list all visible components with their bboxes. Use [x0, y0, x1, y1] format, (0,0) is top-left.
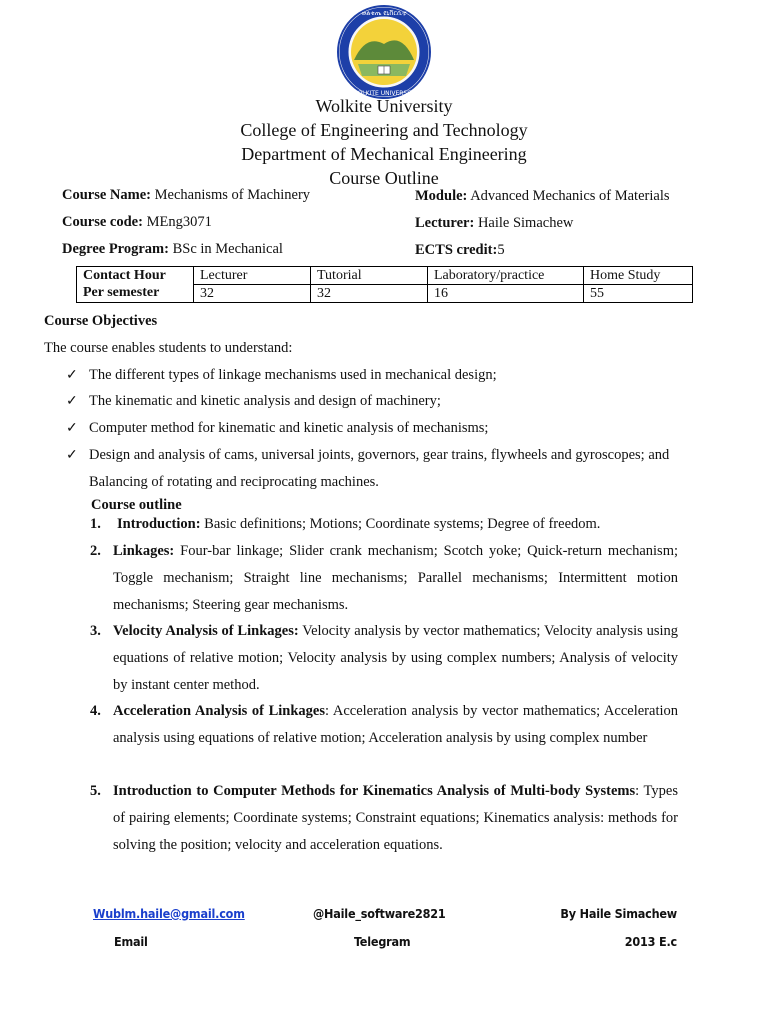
outline-item-title: Introduction:: [117, 516, 201, 532]
lecturer-label: Lecturer:: [415, 215, 475, 231]
outline-item-text: Velocity analysis by vector mathematics; Velocity analysis using equations of relative motion; Velocity analysis by using complex numbers; Analysis of velocity by instant center method.: [113, 623, 678, 693]
telegram-label: Telegram: [354, 934, 411, 949]
contact-hour-header: [77, 267, 194, 303]
table-header-cell: Laboratory/practice: [428, 267, 584, 285]
outline-heading: Course outline: [91, 497, 182, 513]
outline-item-number: 4.: [90, 703, 101, 719]
table-row: [77, 267, 693, 285]
list-item: Computer method for kinematic and kinetic analysis of mechanisms;: [89, 420, 489, 436]
svg-text:WOLKITE UNIVERSITY: WOLKITE UNIVERSITY: [351, 90, 417, 97]
degree-label: Degree Program:: [62, 241, 169, 257]
document-title: Course Outline: [329, 168, 439, 188]
table-header-cell: Lecturer: [194, 267, 311, 285]
checkmark-icon: ✓: [66, 368, 78, 383]
outline-item-title: Velocity Analysis of Linkages:: [113, 623, 299, 639]
author-credit: By Haile Simachew: [560, 906, 677, 921]
checkmark-icon: ✓: [66, 421, 78, 436]
outline-item-number: 5.: [90, 783, 101, 799]
module-row: [415, 187, 670, 205]
table-cell: 55: [584, 285, 693, 303]
university-logo: [336, 4, 432, 100]
course-name-row: [62, 186, 310, 204]
list-item: Design and analysis of cams, universal joints, governors, gear trains, flywheels and gyroscopes; and Balancing of rotating and reciprocating machines.: [89, 447, 670, 490]
outline-item-title: Acceleration Analysis of Linkages: [113, 703, 326, 719]
table-cell: 32: [194, 285, 311, 303]
module-value: Advanced Mechanics of Materials: [470, 188, 670, 204]
module-label: Module:: [415, 188, 468, 204]
degree-row: [62, 240, 283, 258]
document-year: 2013 E.c: [624, 934, 677, 949]
footer-email[interactable]: [93, 906, 245, 921]
course-name-label: Course Name:: [62, 187, 151, 203]
course-code-label: Course code:: [62, 214, 143, 230]
outline-item-title: Linkages:: [113, 543, 175, 559]
table-cell: 16: [428, 285, 584, 303]
telegram-handle: @Haile_software2821: [313, 906, 446, 921]
per-semester-label: Per semester: [83, 285, 160, 300]
objectives-intro: The course enables students to understand:: [44, 340, 293, 356]
outline-item-text: : Acceleration analysis by vector mathematics; Acceleration analysis using equations of relative motion; Acceleration analysis by using complex number: [113, 703, 679, 746]
lecturer-row: [415, 214, 573, 232]
course-name-value: Mechanisms of Machinery: [154, 187, 311, 203]
college-name: College of Engineering and Technology: [240, 120, 528, 140]
outline-item-number: 1.: [90, 516, 101, 532]
svg-text:ወልቂጤ ዩኒቨርሲቲ: ወልቂጤ ዩኒቨርሲቲ: [361, 9, 407, 17]
outline-item-text: Basic definitions; Motions; Coordinate systems; Degree of freedom.: [200, 516, 601, 532]
table-header-cell: Tutorial: [311, 267, 428, 285]
outline-item-text: Four-bar linkage; Slider crank mechanism; Scotch yoke; Quick-return mechanism; Toggle mechanism; Straight line mechanisms; Parallel mechanisms; Intermittent motion mechanisms; Steering gear mechanisms.: [113, 543, 678, 613]
course-code-value: MEng3071: [146, 214, 212, 230]
lecturer-value: Haile Simachew: [477, 215, 574, 231]
logo-emblem: [336, 4, 432, 100]
degree-value: BSc in Mechanical: [172, 241, 283, 257]
checkmark-icon: ✓: [66, 394, 78, 409]
ects-label: ECTS credit:: [415, 242, 498, 258]
course-code-row: [62, 213, 212, 231]
table-cell: 32: [311, 285, 428, 303]
email-link[interactable]: Wublm.haile@gmail.com: [93, 906, 245, 921]
outline-item-number: 3.: [90, 623, 101, 639]
outline-item-number: 2.: [90, 543, 101, 559]
list-item: The kinematic and kinetic analysis and design of machinery;: [89, 393, 441, 409]
university-name: Wolkite University: [315, 96, 453, 116]
ects-row: [415, 241, 505, 259]
ects-value: 5: [497, 242, 505, 258]
objectives-heading: Course Objectives: [44, 313, 158, 329]
outline-item-text: : Types of pairing elements; Coordinate systems; Constraint equations; Kinematics analysis: methods for solving the position; velocity and acceleration equations.: [113, 783, 678, 853]
outline-item-title: Introduction to Computer Methods for Kinematics Analysis of Multi-body Systems: [113, 783, 636, 799]
department-name: Department of Mechanical Engineering: [241, 144, 527, 164]
list-item: The different types of linkage mechanisms used in mechanical design;: [89, 367, 497, 383]
contact-hour-table: [76, 266, 693, 303]
checkmark-icon: ✓: [66, 448, 78, 463]
email-label: Email: [114, 934, 148, 949]
contact-hour-label: Contact Hour: [83, 268, 166, 283]
table-header-cell: Home Study: [584, 267, 693, 285]
